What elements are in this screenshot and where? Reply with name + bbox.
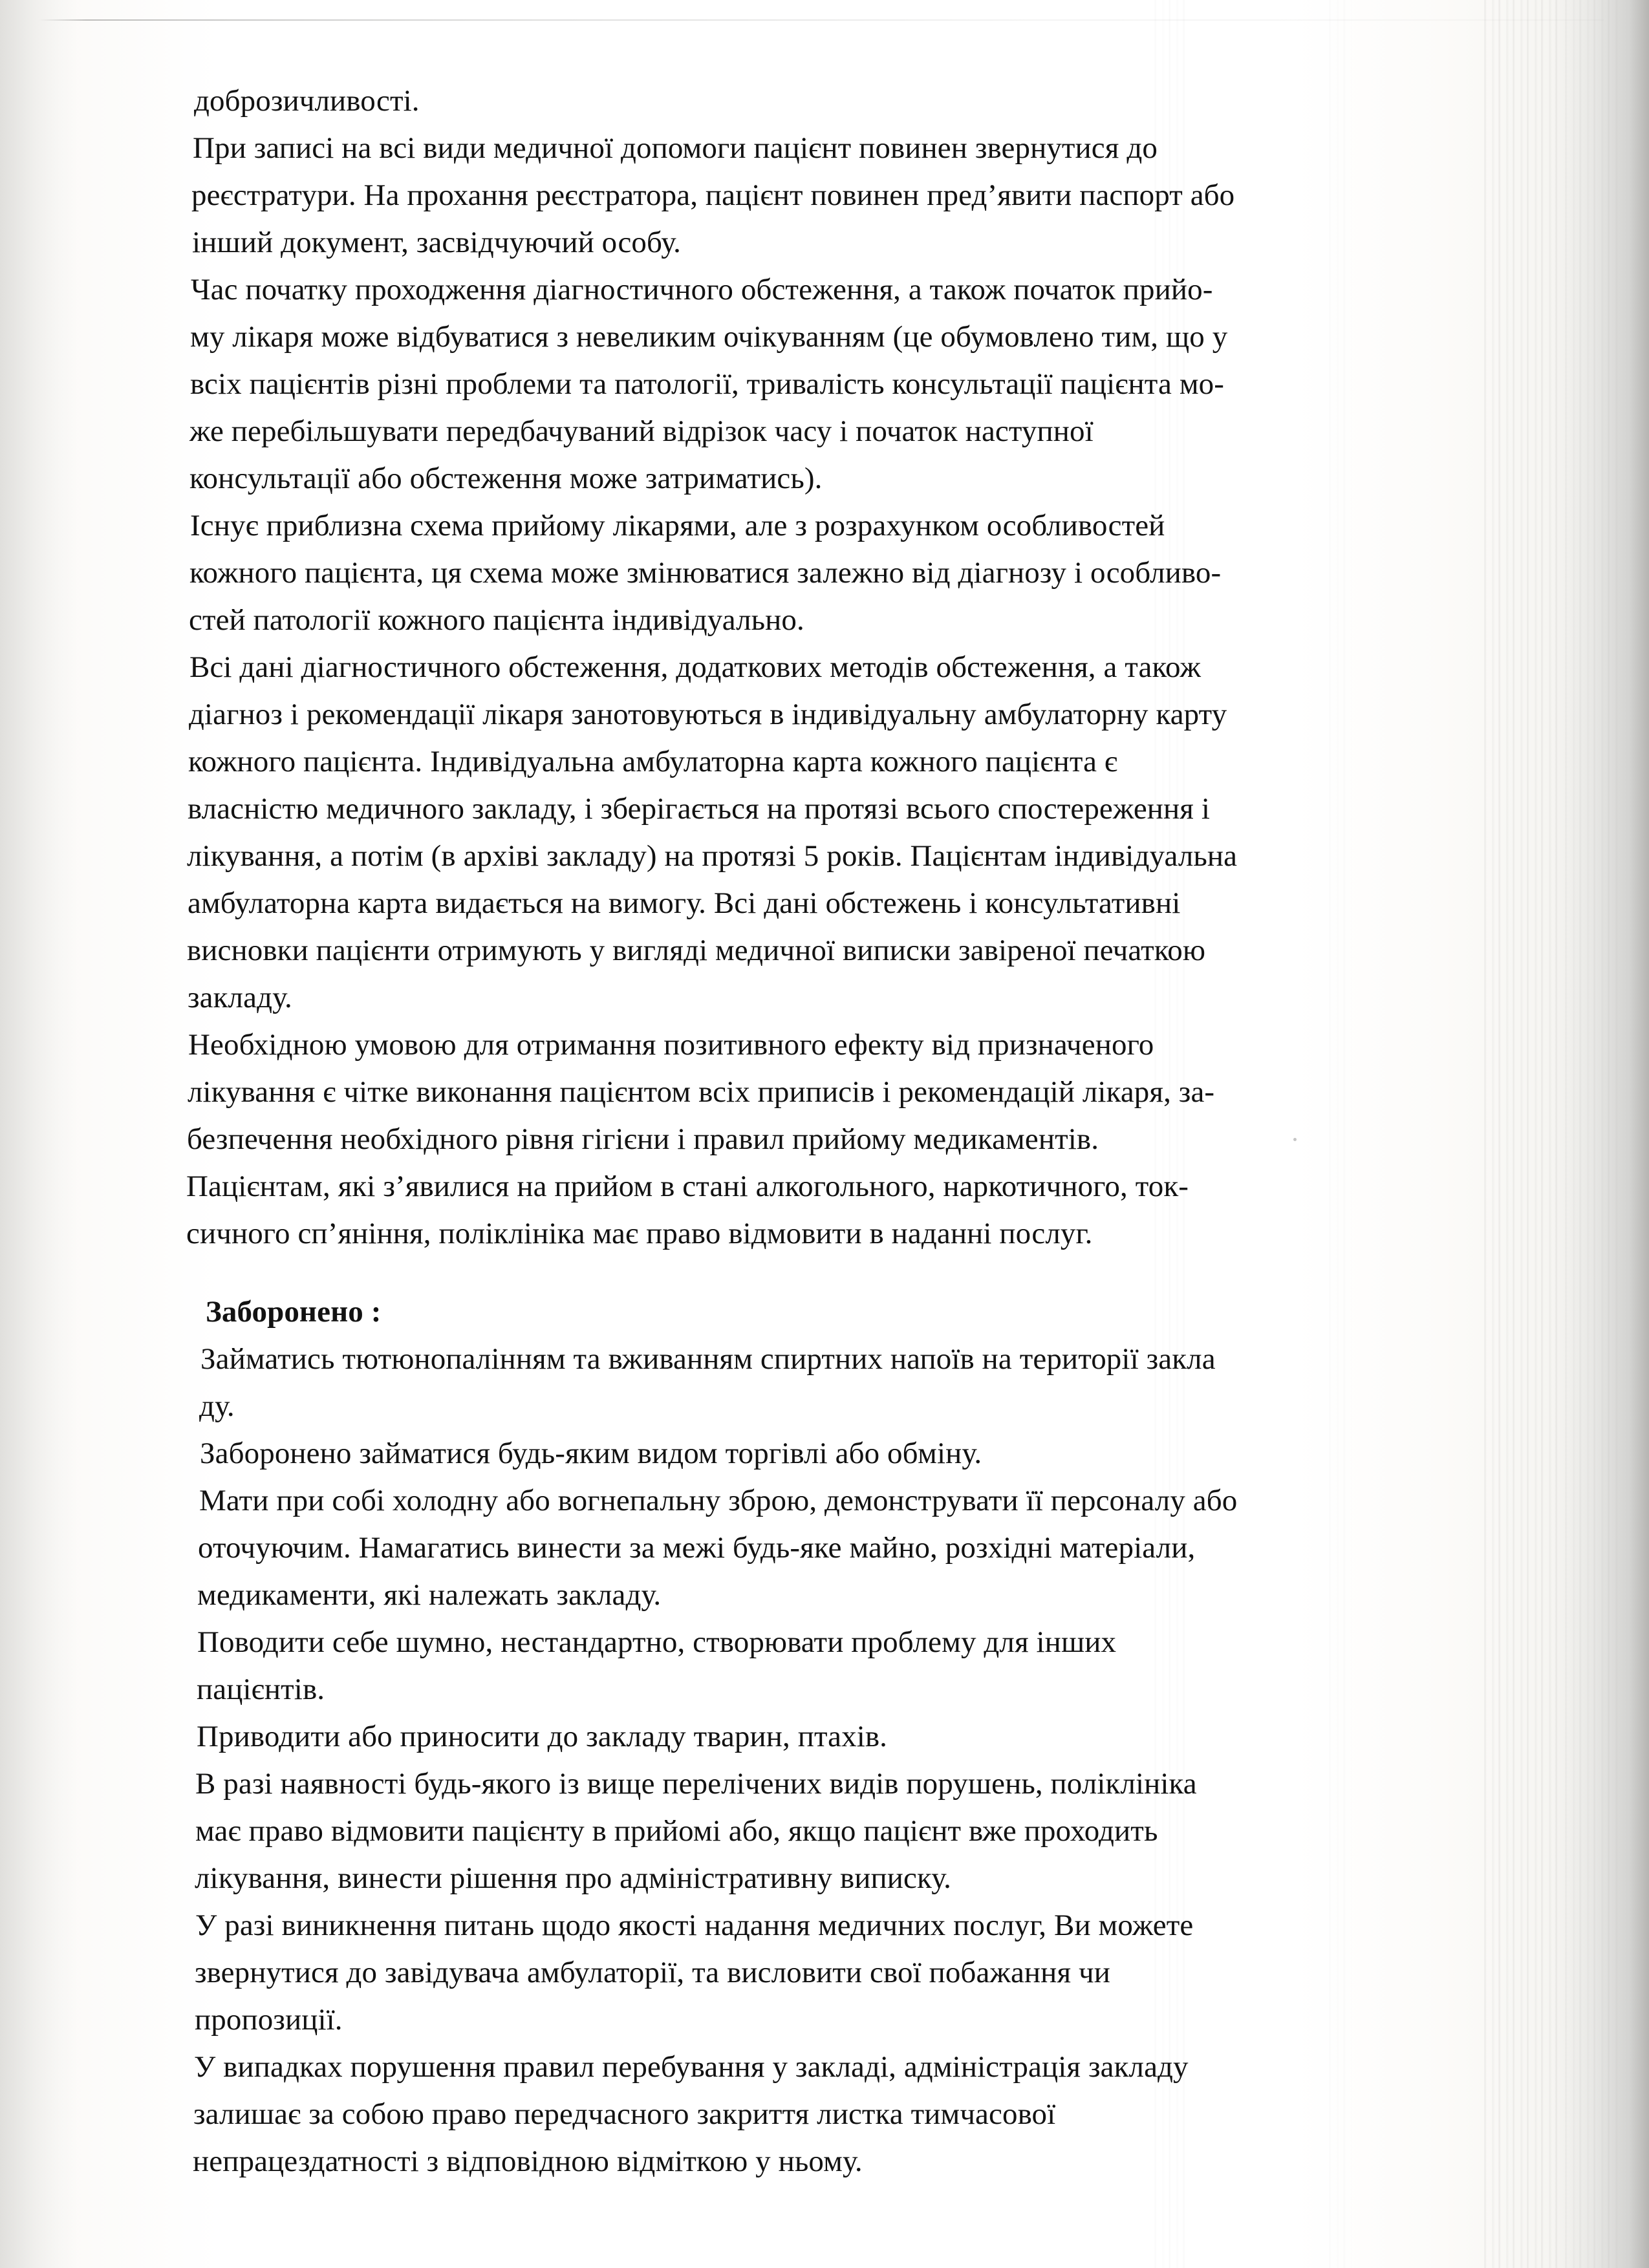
prohibitions-heading: Заборонено : xyxy=(206,1295,382,1329)
text-line: Пацієнтам, які з’явилися на прийом в стані алкогольного, наркотичного, ток- xyxy=(186,1170,1189,1203)
document-text-body xyxy=(186,78,1500,2185)
prohibition-line: непрацездатності з відповідною відміткою у ньому. xyxy=(193,2145,863,2178)
text-line: же перебільшувати передбачуваний відрізок часу і початок наступної xyxy=(189,414,1094,448)
prohibition-line: звернутися до завідувача амбулаторії, та висловити свої побажання чи xyxy=(195,1956,1110,1989)
scan-streak-artifact xyxy=(1562,0,1620,2268)
prohibition-line: оточуючим. Намагатись винести за межі будь-яке майно, розхідні матеріали, xyxy=(198,1531,1196,1565)
prohibition-line: Приводити або приносити до закладу тварин, птахів. xyxy=(197,1720,888,1753)
scan-line-artifact xyxy=(39,19,1604,21)
text-line: Необхідною умовою для отримання позитивного ефекту від призначеного xyxy=(188,1028,1154,1062)
text-line: висновки пацієнти отримують у вигляді медичної виписки завіреної печаткою xyxy=(187,934,1206,967)
prohibition-line: має право відмовити пацієнту в прийомі або, якщо пацієнт вже проходить xyxy=(195,1814,1158,1848)
text-line: При записі на всі види медичної допомоги пацієнт повинен звернутися до xyxy=(193,131,1158,165)
text-line: му лікаря може відбуватися з невеликим очікуванням (це обумовлено тим, що у xyxy=(190,320,1228,354)
prohibition-line: Заборонено займатися будь-яким видом торгівлі або обміну. xyxy=(200,1437,982,1470)
prohibition-line: В разі наявності будь-якого із вище перелічених видів порушень, поліклініка xyxy=(195,1767,1197,1801)
text-line: Всі дані діагностичного обстеження, додаткових методів обстеження, а також xyxy=(189,650,1202,684)
prohibition-line: пацієнтів. xyxy=(197,1673,325,1706)
text-line: безпечення необхідного рівня гігієни і правил прийому медикаментів. xyxy=(187,1122,1099,1156)
text-line: доброзичливості. xyxy=(194,84,420,118)
text-line: кожного пацієнта. Індивідуальна амбулаторна карта кожного пацієнта є xyxy=(188,745,1118,778)
text-line: лікування, а потім (в архіві закладу) на протязі 5 років. Пацієнтам індивідуальна xyxy=(187,839,1238,873)
prohibition-line: Мати при собі холодну або вогнепальну зброю, демонструвати її персоналу або xyxy=(199,1484,1238,1517)
page-edge-shadow-left xyxy=(0,0,78,2268)
prohibition-line: медикаменти, які належать закладу. xyxy=(197,1578,662,1612)
text-line: всіх пацієнтів різні проблеми та патології, тривалість консультації пацієнта мо- xyxy=(190,367,1225,401)
text-line: реєстратури. На прохання реєстратора, пацієнт повинен пред’явити паспорт або xyxy=(191,178,1235,212)
text-line: консультації або обстеження може затриматись). xyxy=(189,462,823,495)
text-line: стей патології кожного пацієнта індивідуально. xyxy=(189,603,804,637)
prohibition-line: пропозиції. xyxy=(195,2003,343,2037)
text-line: інший документ, засвідчуючий особу. xyxy=(192,226,681,259)
prohibition-line: У разі виникнення питань щодо якості надання медичних послуг, Ви можете xyxy=(195,1909,1194,1942)
prohibition-line: У випадках порушення правил перебування у закладі, адміністрація закладу xyxy=(194,2050,1189,2084)
prohibition-line: Займатись тютюнопалінням та вживанням спиртних напоїв на території закла xyxy=(200,1342,1216,1376)
prohibition-line: Поводити себе шумно, нестандартно, створювати проблему для інших xyxy=(197,1625,1117,1659)
text-line: сичного сп’яніння, поліклініка має право відмовити в наданні послуг. xyxy=(186,1217,1093,1250)
text-line: лікування є чітке виконання пацієнтом всіх приписів і рекомендацій лікаря, за- xyxy=(188,1075,1215,1109)
text-line: Існує приблизна схема прийому лікарями, але з розрахунком особливостей xyxy=(190,509,1165,542)
prohibition-line: лікування, винести рішення про адміністративну виписку. xyxy=(195,1861,951,1895)
prohibition-line: залишає за собою право передчасного закриття листка тимчасової xyxy=(193,2097,1056,2131)
text-line: закладу. xyxy=(188,981,292,1014)
text-line: амбулаторна карта видається на вимогу. Всі дані обстежень і консультативні xyxy=(188,886,1181,920)
prohibition-line: ду. xyxy=(199,1389,235,1423)
paragraph-gap xyxy=(194,1257,1500,1289)
text-line: Час початку проходження діагностичного обстеження, а також початок прийо- xyxy=(191,273,1213,306)
text-line: власністю медичного закладу, і зберігається на протязі всього спостереження і xyxy=(188,792,1211,826)
text-line: діагноз і рекомендації лікаря занотовуються в індивідуальну амбулаторну карту xyxy=(189,698,1227,731)
page-edge-shadow-right xyxy=(1552,0,1649,2268)
text-line: кожного пацієнта, ця схема може змінюватися залежно від діагнозу і особливо- xyxy=(189,556,1222,590)
